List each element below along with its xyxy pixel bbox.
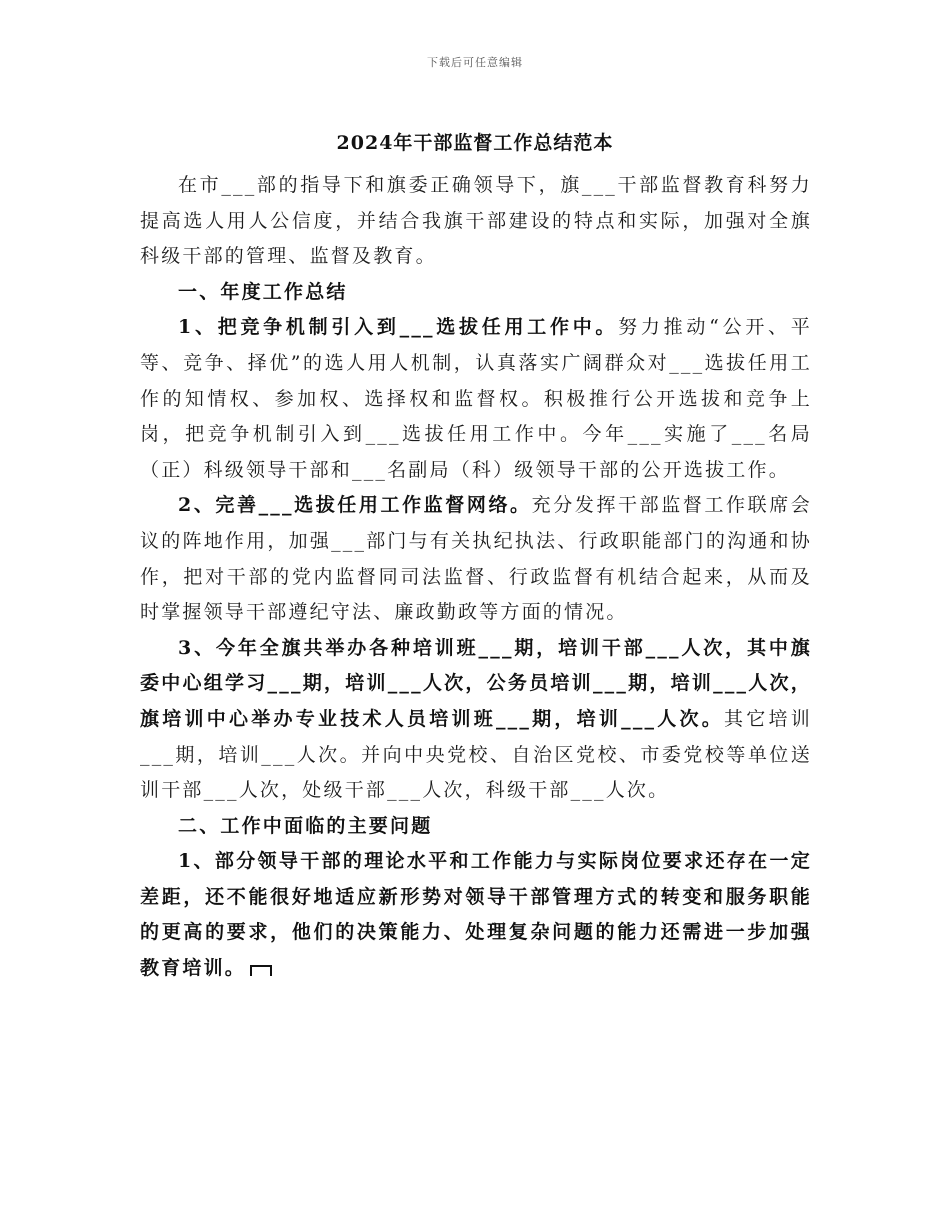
intro-paragraph: 在市___部的指导下和旗委正确领导下，旗___干部监督教育科努力提高选人用人公信度，并结合我旗干部建设的特点和实际，加强对全旗科级干部的管理、监督及教育。 (140, 174, 812, 268)
section-1-item-2 (140, 488, 812, 630)
section-1-heading: 一、年度工作总结 (178, 280, 348, 303)
section-1-item-3-body: 其它培训___期，培训___人次。并向中央党校、自治区党校、市委党校等单位送训干部___人次，处级干部___人次，科级干部___人次。 (140, 707, 812, 802)
continuation-mark-icon (250, 965, 272, 976)
section-2-item-1 (140, 844, 812, 986)
section-1-item-3 (140, 631, 812, 809)
document-body (140, 168, 812, 987)
section-1-item-1-body: 努力推动“公开、平等、竞争、择优”的选人用人机制，认真落实广阔群众对___选拔任用工作的知情权、参加权、选择权和监督权。积极推行公开选拔和竞争上岗，把竞争机制引入到___选拔任用工作中。今年___实施了___名局（正）科级领导干部和___名副局（科）级领导干部的公开选拔工作。 (140, 316, 813, 481)
header-note: 下载后可任意编辑 (427, 56, 523, 69)
section-1-item-1 (140, 310, 812, 488)
section-2-item-1-text: 1、部分领导干部的理论水平和工作能力与实际岗位要求还存在一定差距，还不能很好地适应新形势对领导干部管理方式的转变和服务职能的更高的要求，他们的决策能力、处理复杂问题的能力还需进一步加强教育培训。 (140, 850, 812, 980)
section-2-heading: 二、工作中面临的主要问题 (178, 814, 433, 837)
document-title: 2024年干部监督工作总结范本 (336, 132, 614, 154)
section-1-item-2-body: 充分发挥干部监督工作联席会议的阵地作用，加强___部门与有关执纪执法、行政职能部门的沟通和协作，把对干部的党内监督同司法监督、行政监督有机结合起来，从而及时掌握领导干部遵纪守法、廉政勤政等方面的情况。 (140, 494, 812, 624)
section-1-item-3-lead: 3、今年全旗共举办各种培训班___期，培训干部___人次，其中旗委中心组学习___期，培训___人次，公务员培训___期，培训___人次，旗培训中心举办专业技术人员培训班___期，培训___人次。 (140, 636, 812, 730)
section-1-item-2-lead: 2、完善___选拔任用工作监督网络。 (178, 494, 532, 517)
section-1-item-1-lead: 1、把竞争机制引入到___选拔任用工作中。 (178, 316, 619, 339)
